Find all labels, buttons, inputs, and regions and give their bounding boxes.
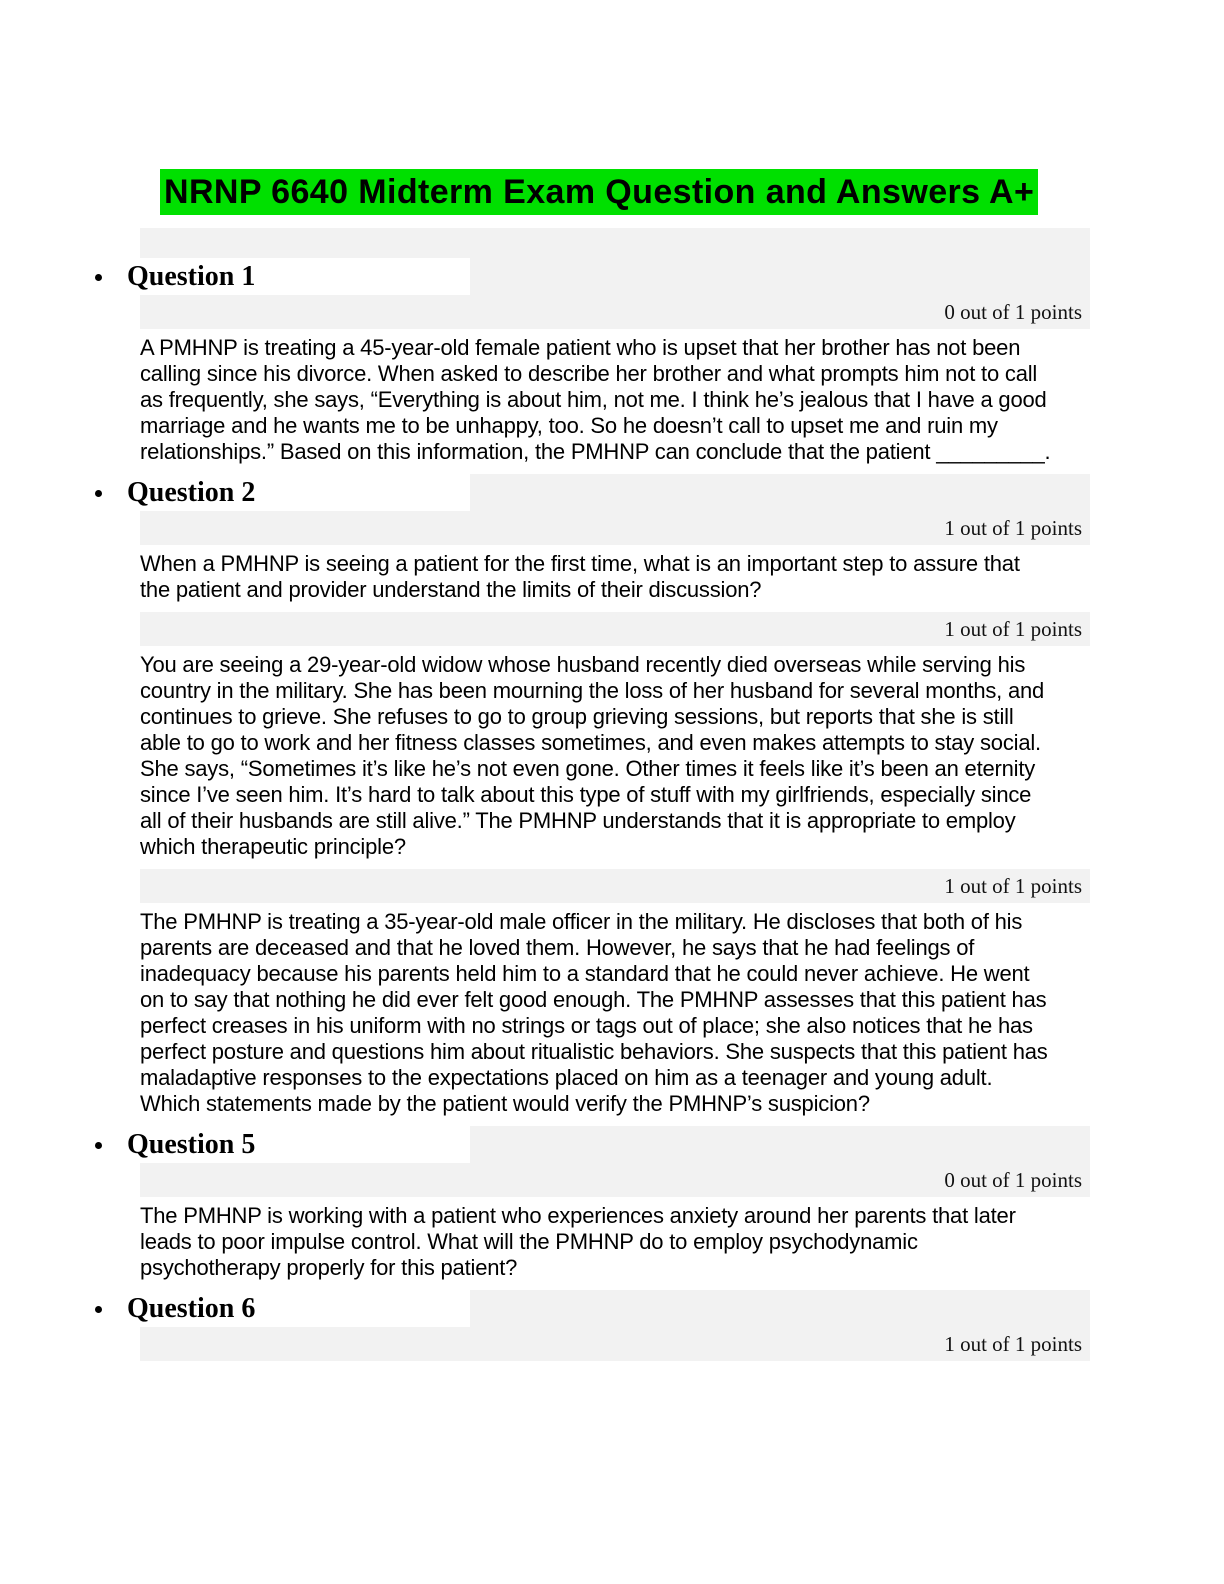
points-bar — [140, 869, 1090, 903]
question-block-2 — [127, 474, 1090, 603]
question-label: Question 1 — [127, 260, 256, 292]
points-bar — [140, 295, 1090, 329]
points-bar — [140, 1327, 1090, 1361]
list-bullet-icon — [95, 1142, 102, 1149]
header-gray-filler — [470, 1126, 1090, 1163]
page-title: NRNP 6640 Midterm Exam Question and Answers A+ — [160, 169, 1038, 215]
question-header — [127, 1290, 1090, 1327]
question-header-cell — [127, 1126, 470, 1163]
list-bullet-icon — [95, 1306, 102, 1313]
points-text: 0 out of 1 points — [944, 299, 1082, 324]
question-label: Question 5 — [127, 1128, 256, 1160]
points-bar — [140, 511, 1090, 545]
question-header-cell — [127, 1290, 470, 1327]
question-header — [127, 474, 1090, 511]
question-header-cell — [127, 474, 470, 511]
title-underbar — [140, 228, 1090, 258]
question-header — [127, 258, 1090, 295]
question-block-6 — [127, 1290, 1090, 1361]
question-block-4 — [140, 869, 1090, 1117]
points-text: 1 out of 1 points — [944, 515, 1082, 540]
header-gray-filler — [470, 258, 1090, 295]
points-text: 0 out of 1 points — [944, 1167, 1082, 1192]
header-gray-filler — [470, 474, 1090, 511]
list-bullet-icon — [95, 490, 102, 497]
question-text: You are seeing a 29-year-old widow whose husband recently died overseas while serving his country in the military. She has been mourning the loss of her husband for several months, and continues to grieve. She refuses to go to group grieving sessions, but reports that she is still able to go to work and her fitness classes sometimes, and even makes attempts to stay social. She says, “Sometimes it’s like he’s not even gone. Other times it feels like it’s been an eternity since I’ve seen him. It’s hard to talk about this type of stuff with my girlfriends, especially since all of their husbands are still alive.” The PMHNP understands that it is appropriate to employ which therapeutic principle? — [140, 652, 1045, 859]
question-block-3 — [140, 612, 1090, 860]
question-header-cell — [127, 258, 470, 295]
question-text: A PMHNP is treating a 45-year-old female patient who is upset that her brother has not been calling since his divorce. When asked to describe her brother and what prompts him not to call as frequently, she says, “Everything is about him, not me. I think he’s jealous that I have a good marriage and he wants me to be unhappy, too. So he doesn’t call to upset me and ruin my relationships.” Based on this information, the PMHNP can conclude that the patient _________. — [140, 335, 1051, 464]
question-text: When a PMHNP is seeing a patient for the first time, what is an important step to assure that the patient and provider understand the limits of their discussion? — [140, 551, 1020, 602]
question-label: Question 2 — [127, 476, 256, 508]
points-text: 1 out of 1 points — [944, 873, 1082, 898]
question-text: The PMHNP is treating a 35-year-old male officer in the military. He discloses that both of his parents are deceased and that he loved them. However, he says that he had feelings of inadequacy because his parents held him to a standard that he could never achieve. He went on to say that nothing he did ever felt good enough. The PMHNP assesses that this patient has perfect creases in his uniform with no strings or tags out of place; she also notices that he has perfect posture and questions him about ritualistic behaviors. She suspects that this patient has maladaptive responses to the expectations placed on him as a teenager and young adult. Which statements made by the patient would verify the PMHNP’s suspicion? — [140, 909, 1048, 1116]
title-row — [160, 169, 1224, 215]
question-block-5 — [127, 1126, 1090, 1281]
document-content — [127, 228, 1090, 1361]
question-header — [127, 1126, 1090, 1163]
points-text: 1 out of 1 points — [944, 616, 1082, 641]
points-text: 1 out of 1 points — [944, 1331, 1082, 1356]
question-block-1 — [127, 258, 1090, 465]
points-bar — [140, 612, 1090, 646]
header-gray-filler — [470, 1290, 1090, 1327]
question-label: Question 6 — [127, 1292, 256, 1324]
question-text: The PMHNP is working with a patient who experiences anxiety around her parents that later leads to poor impulse control. What will the PMHNP do to employ psychodynamic psychotherapy properly for this patient? — [140, 1203, 1016, 1280]
points-bar — [140, 1163, 1090, 1197]
list-bullet-icon — [95, 274, 102, 281]
